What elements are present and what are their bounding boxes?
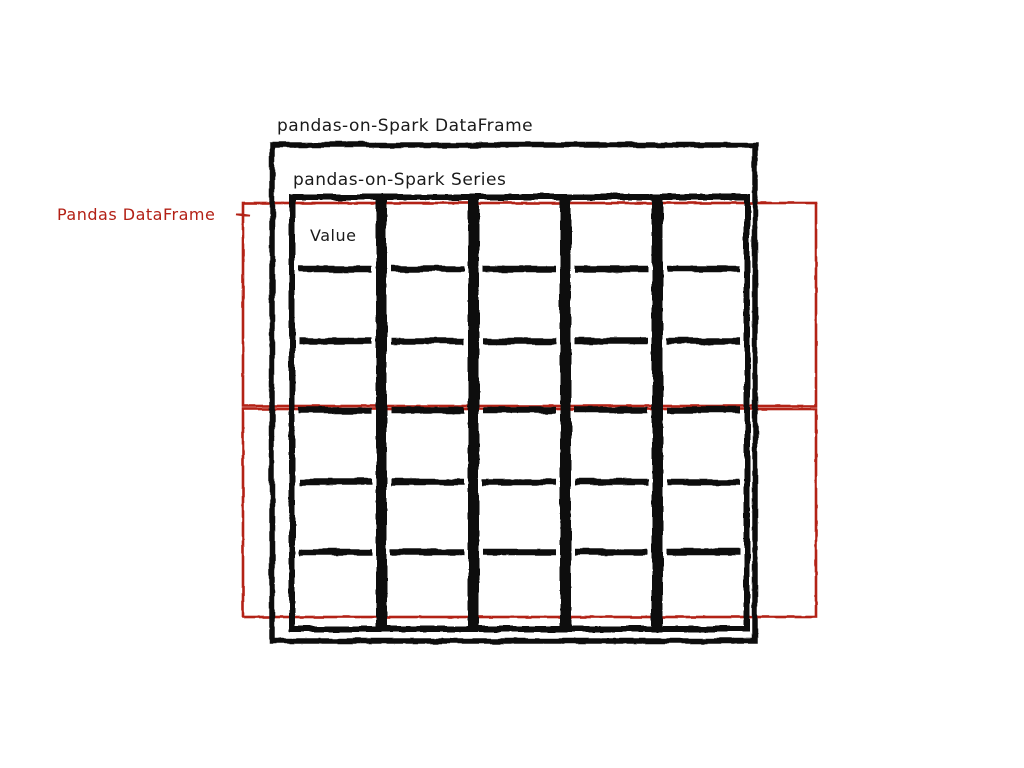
psdf-outer-box <box>272 145 755 641</box>
pandas-dataframe-box-bottom <box>243 409 816 617</box>
row-separators <box>299 269 740 552</box>
psseries-title-label: pandas-on-Spark Series <box>293 170 507 190</box>
pandas-dataframe-leader-line <box>236 214 250 216</box>
value-cell-label: Value <box>310 226 357 245</box>
psdf-title-label: pandas-on-Spark DataFrame <box>277 116 534 136</box>
pandas-dataframe-label: Pandas DataFrame <box>57 205 216 224</box>
